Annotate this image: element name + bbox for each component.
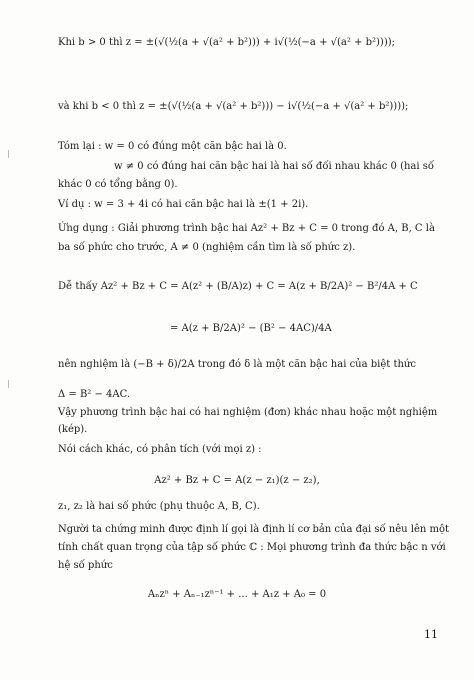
text-line-15: Nói cách khác, có phân tích (với mọi z) : bbox=[58, 444, 262, 455]
text-line-16: Az² + Bz + C = A(z − z₁)(z − z₂), bbox=[154, 475, 320, 486]
text-line-11: nên nghiệm là (−B + δ)/2A trong đó δ là một căn bậc hai của biệt thức bbox=[58, 359, 416, 370]
scan-edge-mark bbox=[8, 150, 9, 158]
text-line-4: w ≠ 0 có đúng hai căn bậc hai là hai số đối nhau khác 0 (hai số bbox=[114, 161, 434, 172]
text-line-14: (kép). bbox=[58, 424, 88, 435]
page-number: 11 bbox=[424, 628, 438, 641]
text-line-19: tính chất quan trọng của tập số phức ℂ : Mọi phương trình đa thức bậc n với bbox=[58, 542, 446, 553]
text-line-9: Dễ thấy Az² + Bz + C = A(z² + (B/A)z) + C = A(z + B/2A)² − B²/4A + C bbox=[58, 281, 418, 292]
text-line-17: z₁, z₂ là hai số phức (phụ thuộc A, B, C). bbox=[58, 501, 260, 512]
text-line-6: Ví dụ : w = 3 + 4i có hai căn bậc hai là ±(1 + 2i). bbox=[58, 199, 309, 210]
text-line-12: Δ = B² − 4AC. bbox=[58, 389, 131, 400]
text-line-2: và khi b < 0 thì z = ±(√(½(a + √(a² + b²))) − i√(½(−a + √(a² + b²)))); bbox=[58, 101, 409, 112]
text-line-3: Tóm lại : w = 0 có đúng một căn bậc hai là 0. bbox=[58, 141, 287, 152]
text-line-21: Aₙzⁿ + Aₙ₋₁zⁿ⁻¹ + ... + A₁z + A₀ = 0 bbox=[147, 589, 327, 600]
text-line-18: Người ta chứng minh được định lí gọi là định lí cơ bản của đại số nêu lên một bbox=[58, 524, 450, 535]
text-line-10: = A(z + B/2A)² − (B² − 4AC)/4A bbox=[170, 323, 332, 334]
text-line-7: Ứng dụng : Giải phương trình bậc hai Az² + Bz + C = 0 trong đó A, B, C là bbox=[58, 223, 435, 234]
text-line-20: hệ số phức bbox=[58, 560, 113, 571]
text-line-5: khác 0 có tổng bằng 0). bbox=[58, 179, 178, 190]
text-line-1: Khi b > 0 thì z = ±(√(½(a + √(a² + b²))) + i√(½(−a + √(a² + b²)))); bbox=[58, 37, 395, 48]
text-line-8: ba số phức cho trước, A ≠ 0 (nghiệm cần tìm là số phức z). bbox=[58, 242, 356, 253]
text-line-13: Vậy phương trình bậc hai có hai nghiệm (đơn) khác nhau hoặc một nghiệm bbox=[58, 407, 438, 418]
scan-edge-mark bbox=[8, 380, 9, 388]
